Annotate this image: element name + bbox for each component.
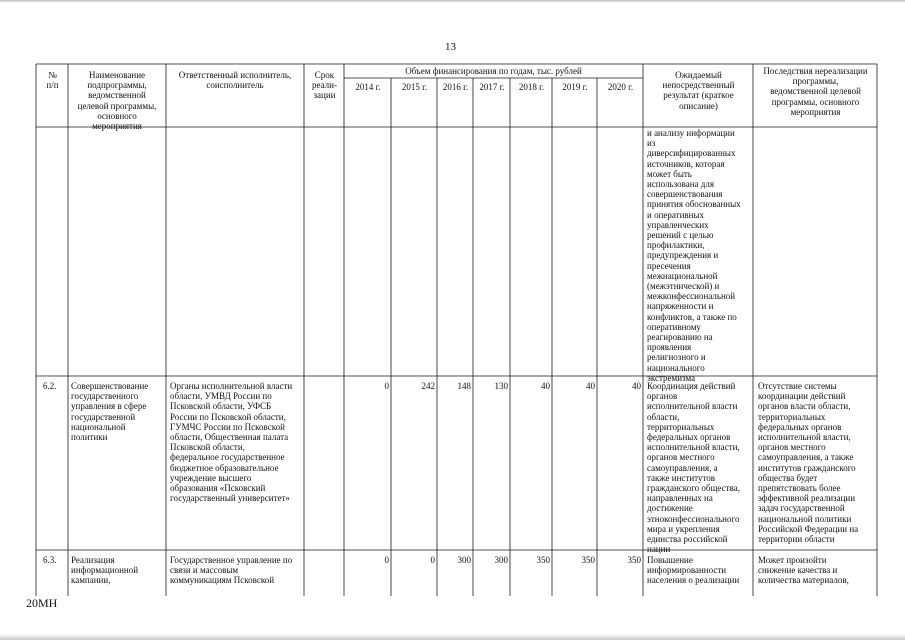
scan-edge-bottom <box>0 634 905 640</box>
row-2-value-2016: 148 <box>457 381 471 391</box>
row-3-value-2014: 0 <box>384 555 389 565</box>
row-3-result: Повышение информированности населения о реализации <box>647 555 740 586</box>
row-2-executor: Органы исполнительной власти области, УМВД России по Псковской области, УФСБ России по Псковской области, ГУМЧС России по Псковской области, Общественная палата Псковской области, федеральное государственное бюджетное образовательное учреждение высшего образования «Псковский государственный университет» <box>170 381 293 504</box>
row-1-result: и анализу информации из диверсифицированных источников, которая может быть использована для совершенствования принятия обоснованных и оперативных управленческих решений с целью профилактики, предупреждения и пресечения межнациональной (межэтнической) и межконфессиональной напряженности и конфликтов, а также по оперативному реагированию на проявления религиозного и национального экстремизма <box>647 128 741 383</box>
row-2-consequence: Отсутствие системы координации действий органов власти области, территориальных федеральных органов исполнительной власти, органов местного самоуправления, а также институтов гражданского общества будет препятствовать более эффективной реализации задач государственной национальной политики Российской Федерации на территории области <box>758 381 859 545</box>
row-2-name: Совершенствование государственного управления в сфере государственной национальной политики <box>71 381 149 443</box>
row-3-value-2017: 300 <box>494 555 508 565</box>
header-year-2014: 2014 г. <box>355 82 381 92</box>
row-3-name: Реализация информационной кампании, <box>71 555 139 586</box>
row-3-value-2019: 350 <box>581 555 595 565</box>
row-2-result: Координация действий органов исполнительной власти области, территориальных федеральных органов исполнительной власти, органов местного самоуправления, а также институтов гражданского общества, направленных на достижение этноконфессионального мира и укрепления единства российской нации <box>647 381 740 555</box>
row-3-num: 6.3. <box>43 555 57 565</box>
row-2-value-2014: 0 <box>384 381 389 391</box>
row-3-value-2015: 0 <box>430 555 435 565</box>
header-year-2017: 2017 г. <box>479 82 505 92</box>
row-2-value-2018: 40 <box>541 381 550 391</box>
row-3-executor: Государственное управление по связи и массовым коммуникациям Псковской <box>170 555 293 586</box>
header-name: Наименование подпрограммы, ведомственной целевой программы, основного мероприятия <box>77 70 157 132</box>
header-year-2018: 2018 г. <box>518 82 545 92</box>
header-year-2016: 2016 г. <box>442 82 469 92</box>
row-2-value-2015: 242 <box>421 381 435 391</box>
row-3-consequence: Может произойти снижение качества и количества материалов, <box>758 555 849 586</box>
header-term: Срок реали- зации <box>312 70 337 101</box>
row-2-value-2020: 40 <box>632 381 641 391</box>
row-2-value-2019: 40 <box>586 381 595 391</box>
header-funding: Объем финансирования по годам, тыс. рублей <box>405 66 582 76</box>
footer-code: 20МН <box>26 596 58 610</box>
row-3-value-2016: 300 <box>457 555 471 565</box>
header-year-2020: 2020 г. <box>607 82 634 92</box>
row-2-value-2017: 130 <box>494 381 508 391</box>
header-year-2019: 2019 г. <box>562 82 588 92</box>
row-3-value-2020: 350 <box>627 555 641 565</box>
header-result: Ожидаемый непосредственный результат (краткое описание) <box>662 70 735 111</box>
row-3-value-2018: 350 <box>536 555 550 565</box>
page-number: 13 <box>445 41 456 53</box>
header-num: № п/п <box>46 70 59 91</box>
header-consequence: Последствия нереализации программы, ведомственной целевой программы, основного мероприятия <box>763 66 868 117</box>
row-2-num: 6.2. <box>43 381 57 391</box>
header-executor: Ответственный исполнитель, соисполнитель <box>178 70 292 91</box>
header-year-2015: 2015 г. <box>401 82 428 92</box>
